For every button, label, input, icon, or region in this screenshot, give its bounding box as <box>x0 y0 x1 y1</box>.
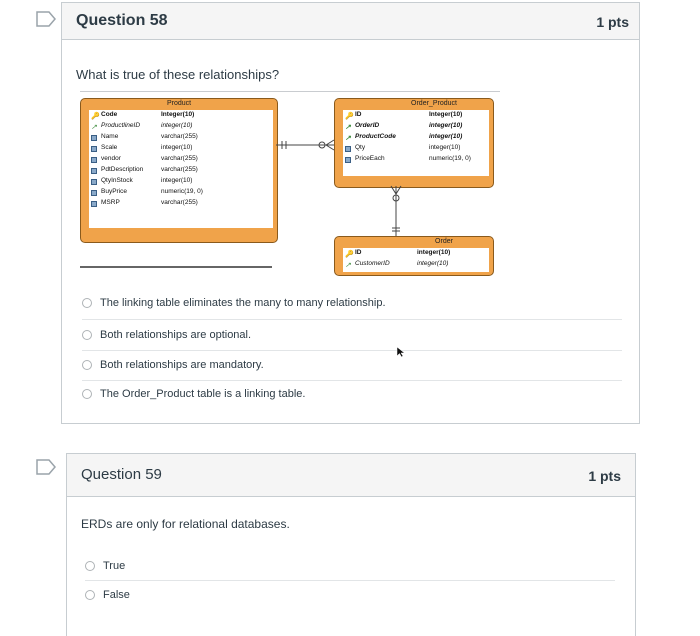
primary-key-icon: 🔑 <box>91 113 100 120</box>
field-type: numeric(19, 0) <box>429 155 471 162</box>
field-type: integer(10) <box>161 122 193 129</box>
question-59-header <box>67 454 635 497</box>
field-name: vendor <box>101 155 121 162</box>
field-type: integer(10) <box>161 177 193 184</box>
field-name: OrderID <box>355 122 380 129</box>
field-name: QtyInStock <box>101 177 133 184</box>
field-name: ProductlineID <box>101 122 141 129</box>
question-59-title: Question 59 <box>81 466 162 483</box>
field-name: Name <box>101 133 119 140</box>
radio-button[interactable] <box>82 298 92 308</box>
mouse-cursor-icon <box>396 346 406 358</box>
question-58-title: Question 58 <box>76 12 168 29</box>
field-type: integer(10) <box>161 144 193 151</box>
answer-option[interactable] <box>82 380 305 408</box>
answer-option[interactable] <box>85 581 130 609</box>
answer-separator <box>85 580 615 581</box>
erd-diagram <box>76 89 506 279</box>
field-name: ID <box>355 111 362 118</box>
question-59-points: 1 pts <box>588 468 621 484</box>
answer-option[interactable] <box>82 321 251 349</box>
question-58-prompt: What is true of these relationships? <box>76 67 280 82</box>
field-type: varchar(255) <box>161 199 198 206</box>
radio-button[interactable] <box>85 590 95 600</box>
field-type: Integer(10) <box>161 111 195 118</box>
answer-label: Both relationships are mandatory. <box>100 359 264 371</box>
field-type: integer(10) <box>429 144 461 151</box>
flag-question-59-icon[interactable] <box>35 459 57 475</box>
question-59-card <box>66 453 636 636</box>
field-name: Code <box>101 111 118 118</box>
radio-button[interactable] <box>82 389 92 399</box>
field-type: varchar(255) <box>161 133 198 140</box>
question-58-card <box>61 2 640 424</box>
answer-label: Both relationships are optional. <box>100 329 252 341</box>
field-name: MSRP <box>101 199 120 206</box>
primary-key-icon: 🔑 <box>345 113 354 120</box>
answer-option[interactable] <box>82 289 386 317</box>
field-type: numeric(19, 0) <box>161 188 203 195</box>
primary-key-icon: 🔑 <box>345 251 354 258</box>
field-name: BuyPrice <box>101 188 128 195</box>
field-type: integer(10) <box>429 133 463 140</box>
foreign-key-icon: ↗ <box>345 262 351 269</box>
answer-separator <box>82 319 622 320</box>
question-59-prompt: ERDs are only for relational databases. <box>81 517 290 531</box>
foreign-key-icon: ↗ <box>345 124 351 131</box>
answer-label: The linking table eliminates the many to many relationship. <box>100 297 386 309</box>
foreign-key-icon: ↗ <box>345 135 351 142</box>
field-type: integer(10) <box>429 122 463 129</box>
field-type: varchar(255) <box>161 166 198 173</box>
radio-button[interactable] <box>82 330 92 340</box>
field-type: integer(10) <box>417 260 449 267</box>
field-name: PriceEach <box>355 155 385 162</box>
erd-relationship-lines <box>76 89 506 279</box>
radio-button[interactable] <box>85 561 95 571</box>
answer-option[interactable] <box>82 351 264 379</box>
field-name: CustomerID <box>355 260 390 267</box>
field-name: Scale <box>101 144 118 151</box>
answer-option[interactable] <box>85 552 125 580</box>
order-product-entity-title: Order_Product <box>411 100 457 107</box>
answer-label: False <box>103 589 130 601</box>
question-58-points: 1 pts <box>596 14 629 30</box>
field-name: Qty <box>355 144 366 151</box>
order-entity-title: Order <box>435 238 453 245</box>
question-58-header <box>62 3 639 40</box>
field-type: varchar(255) <box>161 155 198 162</box>
product-entity-title: Product <box>166 100 192 107</box>
field-name: ProductCode <box>355 133 396 140</box>
field-type: Integer(10) <box>429 111 463 118</box>
answer-label: True <box>103 560 126 572</box>
field-name: ID <box>355 249 362 256</box>
answer-label: The Order_Product table is a linking table. <box>100 388 306 400</box>
flag-question-58-icon[interactable] <box>35 11 57 27</box>
radio-button[interactable] <box>82 360 92 370</box>
field-name: PdtDescription <box>101 166 144 173</box>
field-type: integer(10) <box>417 249 451 256</box>
foreign-key-icon: ↗ <box>91 124 97 131</box>
